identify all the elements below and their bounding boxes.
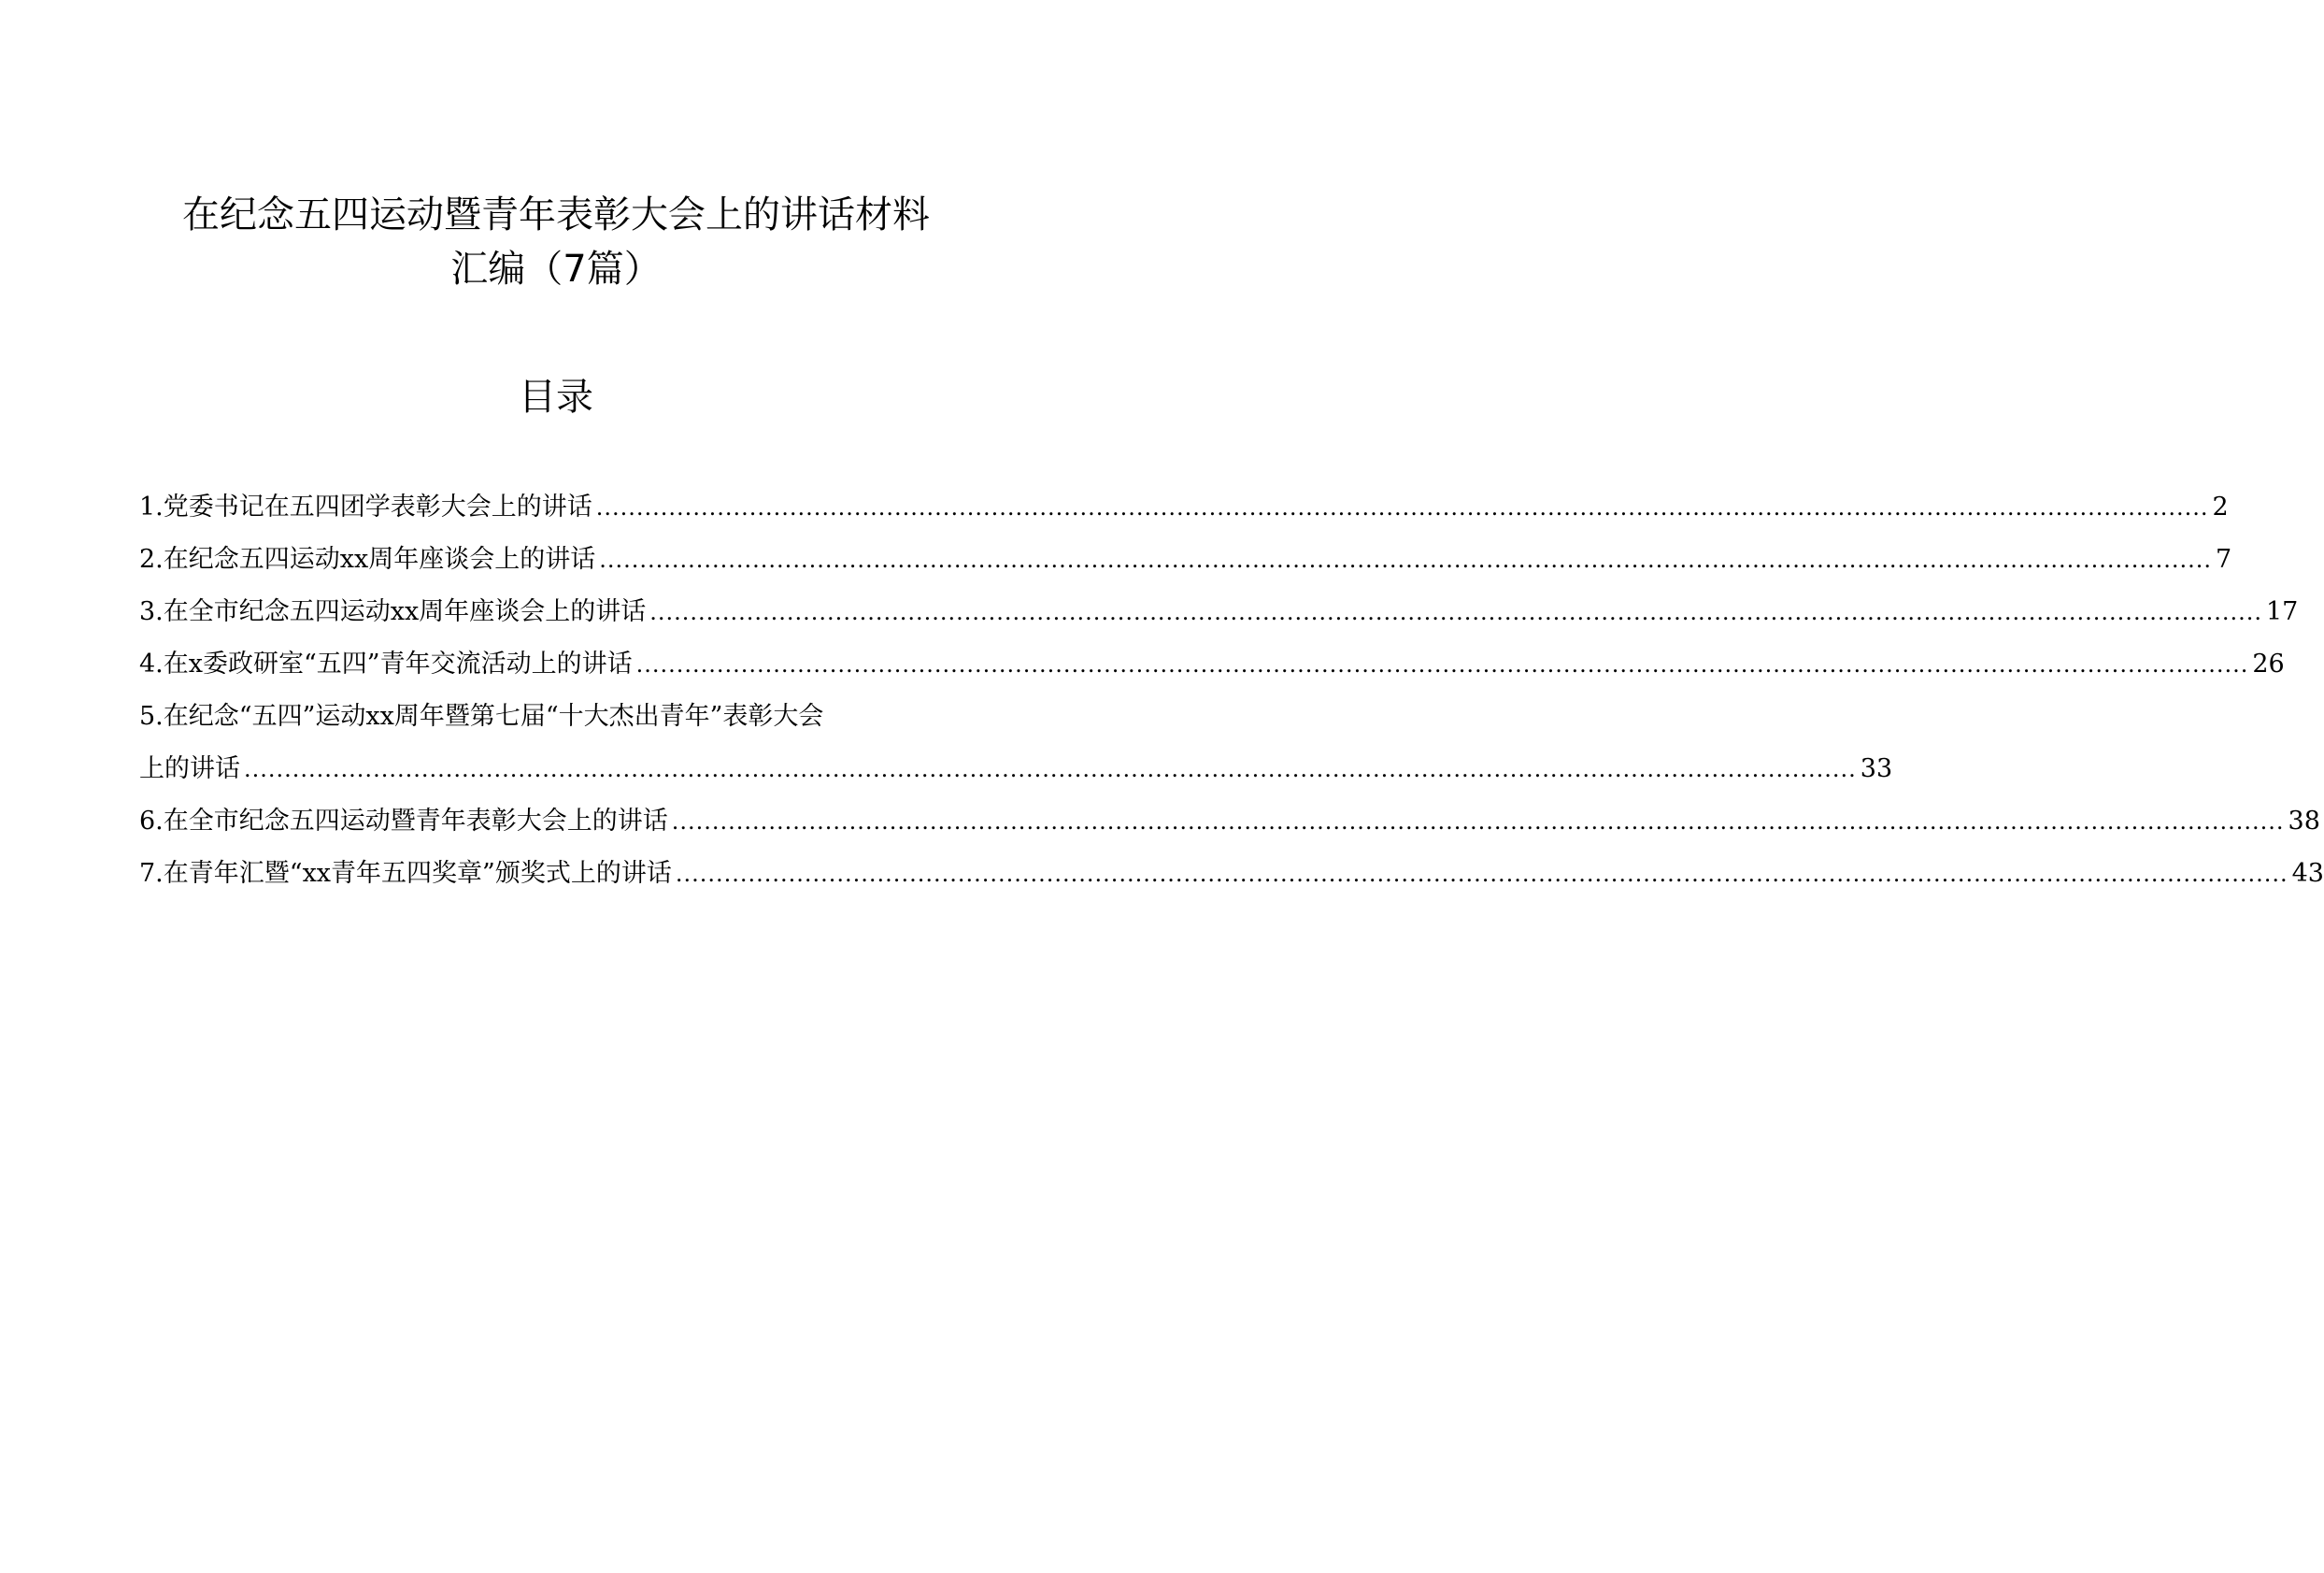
toc-page-number: 2 [2212,493,2229,522]
toc-entry-7[interactable] [139,848,2324,900]
toc-leader-dots: ........................................................................................................................................................................................................ [599,547,2212,573]
toc-page-number: 38 [2288,807,2320,836]
toc-entry-1[interactable] [139,481,2229,534]
toc-page-number: 33 [1860,754,1893,783]
toc-page-number: 43 [2291,859,2324,888]
toc-entry-title: 2.在纪念五四运动xx周年座谈会上的讲话 [139,545,596,574]
toc-entry-2[interactable] [139,534,2232,586]
toc-leader-dots: ........................................................................................................................................................................................................ [635,651,2249,678]
toc-page-number: 17 [2266,597,2299,626]
toc-leader-dots: ........................................................................................................................................................................................................ [595,494,2209,521]
toc-page-number: 26 [2252,650,2285,679]
toc-entry-title: 6.在全市纪念五四运动暨青年表彰大会上的讲话 [139,807,668,836]
toc-entry-5[interactable] [139,691,1893,795]
toc-entry-title: 4.在x委政研室“五四”青年交流活动上的讲话 [139,650,633,679]
table-of-contents [139,481,2324,900]
document-title-line-1: 在纪念五四运动暨青年表彰大会上的讲话材料 [182,193,930,236]
toc-leader-dots: ........................................................................................................................................................................................................ [675,861,2288,887]
toc-heading: 目录 [519,376,593,419]
toc-leader-dots: ........................................................................................................................................................................................................ [649,599,2262,625]
toc-entry-4[interactable] [139,638,2285,691]
toc-entry-title-line-1: 5.在纪念“五四”运动xx周年暨第七届“十大杰出青年”表彰大会 [139,702,824,731]
document-title-line-2: 汇编（7篇） [450,248,662,291]
toc-entry-6[interactable] [139,795,2320,848]
toc-leader-dots: ........................................................................................................................................................................................................ [671,808,2285,835]
toc-entry-title: 1.党委书记在五四团学表彰大会上的讲话 [139,493,592,522]
toc-entry-title: 7.在青年汇暨“xx青年五四奖章”颁奖式上的讲话 [139,859,672,888]
toc-leader-dots: ........................................................................................................................................................................................................ [244,756,1857,782]
toc-entry-3[interactable] [139,586,2299,638]
toc-entry-title: 3.在全市纪念五四运动xx周年座谈会上的讲话 [139,597,647,626]
toc-page-number: 7 [2216,545,2232,574]
toc-entry-title-line-2: 上的讲话 [139,754,240,783]
